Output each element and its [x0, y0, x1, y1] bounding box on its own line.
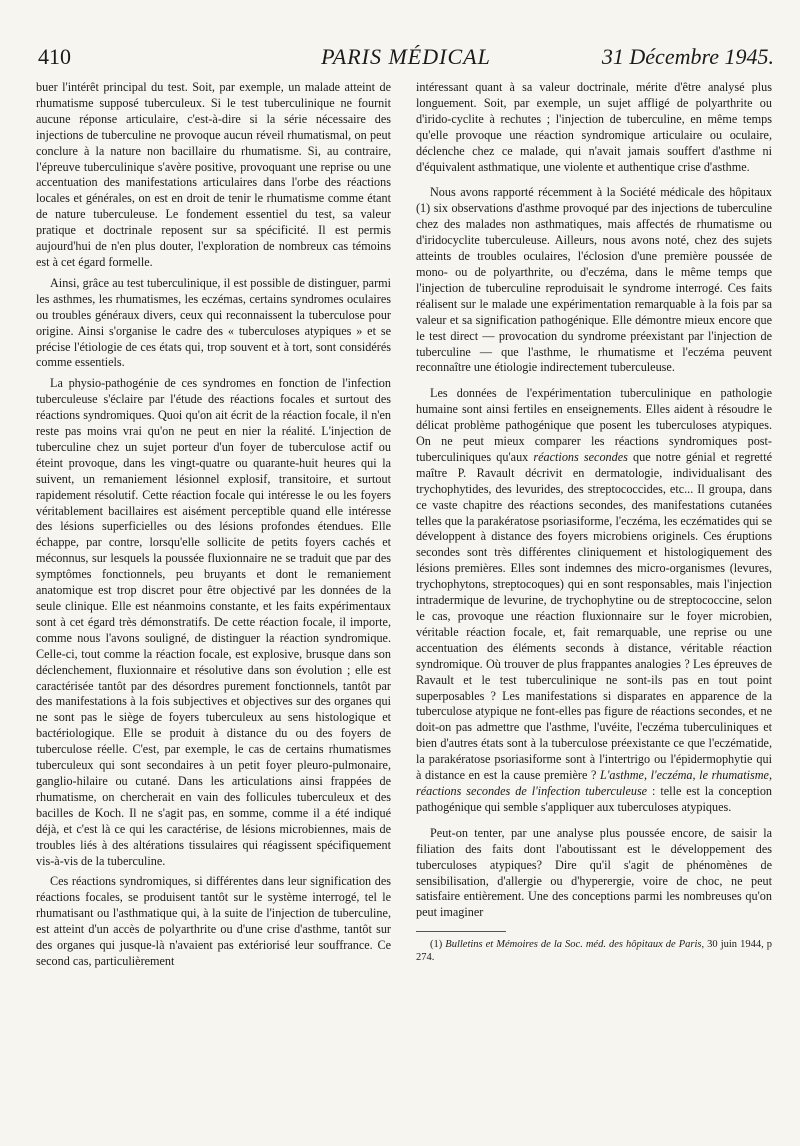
text-run: Les données de l'expérimentation tuberculinique en pathologie humaine sont ainsi fertiles en enseignements. Elles aident à résoudre le délicat problème pathogénique que posent les tuberculoses atypiques. On ne peut mieux comparer les réactions syndromiques post-tuberculiniques qu'aux — [416, 386, 772, 464]
footnote-marker: (1) — [430, 939, 446, 951]
left-paragraph-1: buer l'intérêt principal du test. Soit, par exemple, un malade atteint de rhumatisme supposé tuberculeux. Si le test tuberculinique ne fournit aucune réponse articulaire, c'est-à-dire si la série nécessaire des injections de tuberculine ne provoque aucun réveil rhumatismal, on peut conclure à la nature non bacillaire du rhumatisme. Si, au contraire, l'épreuve tuberculinique s'avère positive, provoquant une reprise ou une accentuation des manifestations articulaires dans l'orbe des réactions locales et générales, on est en droit de tenir le rhumatisme comme étant de nature tuberculeuse. Le fondement essentiel du test, sa valeur pratique et doctrinale reposent sur sa spécificité. Il est permis aujourd'hui de n'en plus douter, l'exploration de nombreux cas témoins est à cet égard formelle. — [36, 80, 391, 269]
page-header — [38, 44, 774, 74]
left-paragraph-2: Ainsi, grâce au test tuberculinique, il est possible de distinguer, parmi les asthmes, les rhumatismes, les eczémas, certains syndromes oculaires ou troubles généraux divers, ceux qui reconnaissent la tuberculose pour origine. Ainsi s'organise le cadre des « tuberculoses atypiques » et se précise l'étiologie de ces états qui, trop souvent et à tort, sont considérés comme essentiels. — [36, 275, 391, 370]
right-column — [416, 80, 772, 964]
footnote — [416, 938, 772, 964]
footnote-date: 30 juin 1944, p 274. — [416, 939, 772, 964]
footnote-source: Bulletins et Mémoires de la Soc. méd. des hôpitaux de Paris, — [445, 939, 705, 951]
right-paragraph-2: Nous avons rapporté récemment à la Société médicale des hôpitaux (1) six observations d'asthme provoqué par des injections de tuberculine chez des malades non asthmatiques, mais affectés de rhumatisme ou d'iridocyclite tuberculeuse. Ailleurs, nous avons noté, chez des sujets atteints de troubles oculaires, l'éclosion d'une première poussée de mono- ou de polyarthrite, ou d'eczéma, dans le même temps que l'injection de tuberculine reproduisait le syndrome interrogé. Ces faits réalisent sur le malade une expérimentation remarquable à la fois par sa valeur et sa signification pathogénique. Elle démontre mieux encore que le test direct — provocation du syndrome préexistant par l'injection de tuberculine — que l'asthme, le rhumatisme et l'eczéma peuvent reconnaître une étiologie indirectement tuberculeuse. — [416, 185, 772, 375]
left-paragraph-4: Ces réactions syndromiques, si différentes dans leur signification des réactions focales, se produisent tantôt sur le système interrogé, tel le rhumatisant ou l'asthmatique qui, à la suite de l'injection de tuberculine, est atteint d'un accès de polyarthrite ou d'une crise d'asthme, tantôt sur des organes qui jusque-là n'avaient pas extériorisé leur souffrance. Ce second cas, particulièrement — [36, 874, 391, 968]
right-paragraph-3 — [416, 386, 772, 815]
right-paragraph-4: Peut-on tenter, par une analyse plus poussée encore, de saisir la filiation des faits dont l'aboutissant est le développement des tuberculoses atypiques? Dire qu'il s'agit de phénomènes de sensibilisation, d'allergie ou d'hyperergie, voire de choc, ne peut satisfaire entièrement. Une des conceptions parmi les nombreuses qu'on peut imaginer — [416, 825, 772, 920]
page-number: 410 — [38, 44, 71, 69]
right-paragraph-1: intéressant quant à sa valeur doctrinale, mérite d'être analysé plus longuement. Soit, par exemple, un sujet affligé de polyarthrite ou d'irido-cyclite à rechutes ; l'injection de tuberculine, en même temps qu'elle provoque une réaction syndromique articulaire ou oculaire, déclenche chez ce malade, qui n'avait jamais souffert d'asthme ni d'équivalent asthmatique, une violente et authentique crise d'asthme. — [416, 80, 772, 174]
italic-conclusion: L'asthme, l'eczéma, le rhumatisme, réactions secondes de l'infection tuberculeuse — [416, 768, 772, 798]
footnote-divider — [416, 931, 506, 932]
left-column — [36, 80, 391, 970]
text-run: : telle est la conception pathogénique qui semble s'appliquer aux tuberculoses atypiques. — [416, 783, 773, 814]
left-paragraph-3: La physio-pathogénie de ces syndromes en fonction de l'infection tuberculeuse s'éclaire par l'étude des réactions focales et surtout des réactions syndromiques. Quoi qu'on ait écrit de la réaction focale, il n'en reste pas moins vrai qu'on ne peut en nier la réalité. L'injection de tuberculine chez un sujet porteur d'un foyer de tuberculose actif ou éteint provoque, dans les vingt-quatre ou quarante-huit heures qui la suivent, un remaniement lésionnel explosif, transitoire, et surtout rapidement résolutif. Cette réaction focale qui intéresse le ou les foyers véritablement bacillaires est aisément perceptible quand elle intéresse des lésions superficielles ou des lésions profondes étendues. Elle échappe, par contre, lorsqu'elle sollicite de petits foyers cachés et méconnus, sur lesquels la poussée fluxionnaire ne se traduit que par des symptômes fonctionnels, peu bruyants et dont le remaniement anatomique est trop discret pour être objectivé par les données de la seule clinique. Elle est néanmoins constante, et les faits expérimentaux sont à cet égard très démonstratifs. De cette réaction focale, il importe, comme nous l'avons souligné, de distinguer la réaction syndromique. Celle-ci, tout comme la réaction focale, est explosive, brusque dans son déclenchement, fluxionnaire et résolutive dans son évolution ; elle est caractérisée tantôt par des désordres purement fonctionnels, tantôt par des manifestations à la fois subjectives et objectives sur des organes qui ne sont pas le siège de foyers tuberculeux au sens histologique et bactériologique. Elle se produit à distance du ou des foyers de tuberculose réelle. C'est, par exemple, le cas de certains rhumatismes tuberculeux qui sont secondaires à un petit foyer pleuro-pulmonaire, ganglio-hilaire ou cutané. Dans les articulations ainsi frappées de rhumatisme, on chercherait en vain des follicules tuberculeux et des bacilles de Koch. Il ne s'agit pas, en somme, comme il a été indiqué déjà, et c'est là ce qui les caractérise, de lésions microbiennes, mais de troubles liés à des altérations tissulaires qui réagissent spécifiquement vis-à-vis de la tuberculine. — [36, 376, 391, 868]
italic-term: réactions secondes — [533, 449, 628, 464]
journal-title: PARIS MÉDICAL — [321, 44, 491, 69]
text-run: que notre génial et regretté maître P. Ravault décrivit en dermatologie, individualisant des trychophytides, des levurides, des streptococcides, etc... Il groupa, dans ce vaste chapitre des réactions secondes, des manifestations cutanées telles que la parakératose psoriasiforme, l'eczéma, les eczématides qui se développent à distance des foyers microbiens originels. Ces éruptions secondes sont très différentes cliniquement et histologiquement des lésions premières. Elles sont indemnes des micro-organismes (levures, trychophytons, streptocoques) qui en sont responsables, mais l'injection intradermique de levurine, de trychophytine ou de streptococcine, selon le cas, provoque une réaction fluxionnaire sur le foyer microbien, véritable réaction focale, et, fait remarquable, une reprise ou une accentuation des éléments seconds à distance, véritable réaction syndromique. Où trouver de plus frappantes analogies ? Les épreuves de Ravault et le test tuberculinique ne sont-ils pas en tout point superposables ? Les manifestations si disparates en apparence de la tuberculose atypique ne font-elles pas figure de réactions secondes, et ne doit-on pas admettre que l'asthme, l'uvéite, l'eczéma tuberculiniques et bien d'autres états sont à la tuberculose préexistante ce que l'eczématide, la parakératose psoriasiforme sont à l'intertrigo ou l'épidermophytie qui à distance en est la cause première ? — [416, 449, 772, 783]
issue-date: 31 Décembre 1945. — [601, 44, 774, 69]
